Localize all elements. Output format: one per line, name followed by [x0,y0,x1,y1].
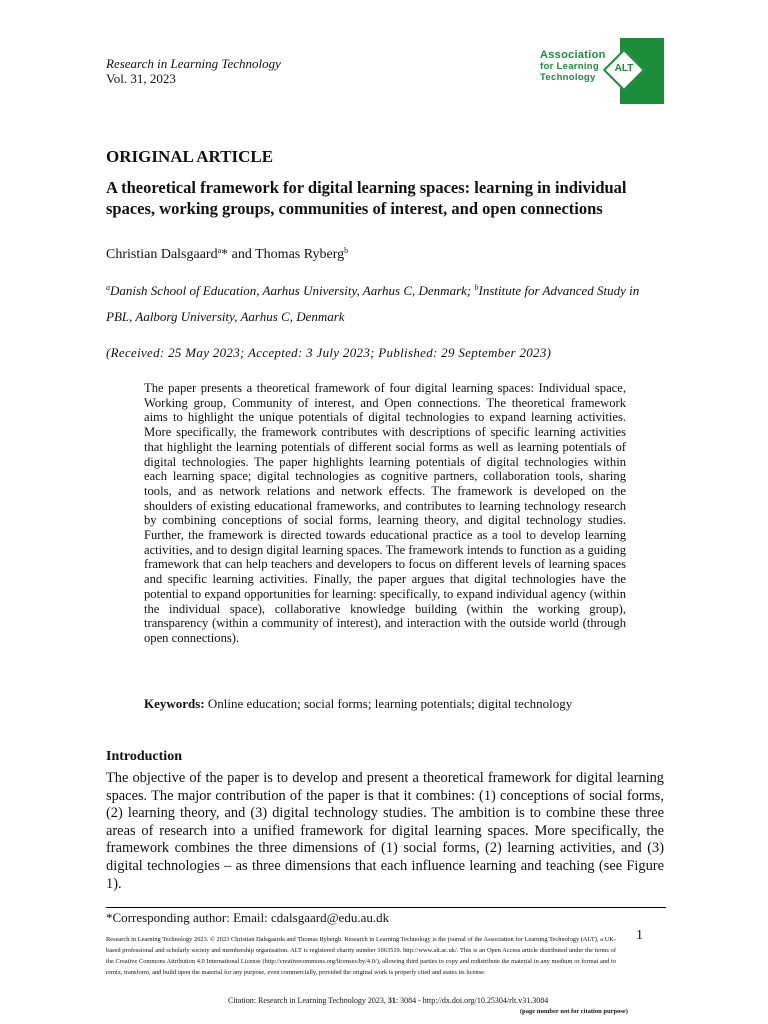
introduction-heading: Introduction [106,749,182,764]
affil-b-marker: b [474,283,479,292]
author-1: Christian Dalsgaard [106,247,218,262]
logo-line-1: Association [540,49,606,61]
introduction-text: The objective of the paper is to develop and present a theoretical framework for digital learning spaces. The major contribution of the paper is that it combines: (1) conceptions of social forms, (2) learning theory, and (3) digital technology studies. The ambition is to combine these three areas of research into a unified framework for digital learning spaces. More specifically, the framework combines the three dimensions of (1) social forms, (2) learning activities, and (3) digital technologies – as three dimensions that each influence learning and teaching (see Figure 1). [106,770,664,892]
publication-dates: (Received: 25 May 2023; Accepted: 3 July 2023; Published: 29 September 2023) [106,345,552,360]
author-1-affil: a [217,246,222,255]
citation-volume: 31 [387,996,396,1005]
page-number: 1 [636,928,643,943]
article-title: A theoretical framework for digital learning spaces: learning in individual spaces, working groups, communities of interest, and open connections [106,178,627,218]
citation-prefix: Citation: Research in Learning Technology 2023, [228,996,388,1005]
license-text: Research in Learning Technology 2023. © 2023 Christian Dalsgaarda and Thomas Rybergb. Research in Learning Technology is the journal of the Association for Learning Technology (ALT), a UK-based professional and scholarly society and membership organisation. ALT is registered charity number 1063519. http://www.alt.ac.uk/. This is an Open Access article distributed under the terms of the Creative Commons Attribution 4.0 International License (http://creativecommons.org/licenses/by/4.0/), allowing third parties to copy and redistribute the material in any medium or format and to remix, transform, and build upon the material for any purpose, even commercially, provided the original work is properly cited and states its license. [106,936,616,976]
citation-suffix: : 3084 - http://dx.doi.org/10.25304/rlt.v31.3084 [395,996,549,1005]
logo-line-3: Technology [540,72,596,83]
affiliations [106,275,666,330]
footnote-divider [106,907,666,908]
affil-a: Danish School of Education, Aarhus University, Aarhus C, Denmark; [110,283,475,298]
abstract: The paper presents a theoretical framework of four digital learning spaces: Individual space, Working group, Community of interest, and Open connections. The theoretical framework aims to highlight the unique potentials of digital technologies to expand learning activities. More specifically, the framework contributes with descriptions of specific learning activities that highlight the learning potentials of different social forms as well as learning potentials of digital technologies. The paper highlights learning potentials of digital technologies within each learning space; digital technologies as cognitive partners, collaboration tools, sharing tools, and as network relations and network effects. The framework is developed on the shoulders of existing educational frameworks, and contributes to learning technology research by combining conceptions of social forms, learning theory, and digital technology studies. Further, the framework is directed towards educational practice as a tool to develop learning activities, and to design digital learning spaces. The framework intends to function as a guiding framework that can help teachers and developers to focus on different levels of learning spaces and specific learning activities. Finally, the paper argues that digital technologies have the potential to expand opportunities for learning: specifically, to expand individual agency (within the individual space), collaborative knowledge building (within the working group), transparency (within a community of interest), and interaction with the outside world (through open connections). [144,381,626,645]
author-2-affil: b [344,246,349,255]
affil-a-marker: a [106,283,110,292]
logo-line-2: for Learning [540,61,600,72]
keywords [144,696,572,712]
keywords-text: Online education; social forms; learning potentials; digital technology [204,696,573,711]
keywords-label: Keywords: [144,696,205,711]
corresponding-author: *Corresponding author: Email: cdalsgaard@edu.au.dk [106,910,390,925]
article-type: ORIGINAL ARTICLE [106,147,274,166]
journal-name: Research in Learning Technology [106,56,281,71]
citation-line [228,996,548,1005]
alt-logo [540,38,666,104]
page-number-note: (page number not for citation purpose) [520,1008,628,1015]
journal-header [106,56,281,86]
logo-mark: ALT [614,63,634,74]
journal-volume: Vol. 31, 2023 [106,71,176,86]
author-2: Thomas Ryberg [255,247,345,262]
author-line [106,246,348,263]
author-1-star: * [221,247,229,262]
author-and: and [228,247,256,262]
affil-b: Institute for Advanced Study in PBL, Aalborg University, Aarhus C, Denmark [106,283,640,324]
